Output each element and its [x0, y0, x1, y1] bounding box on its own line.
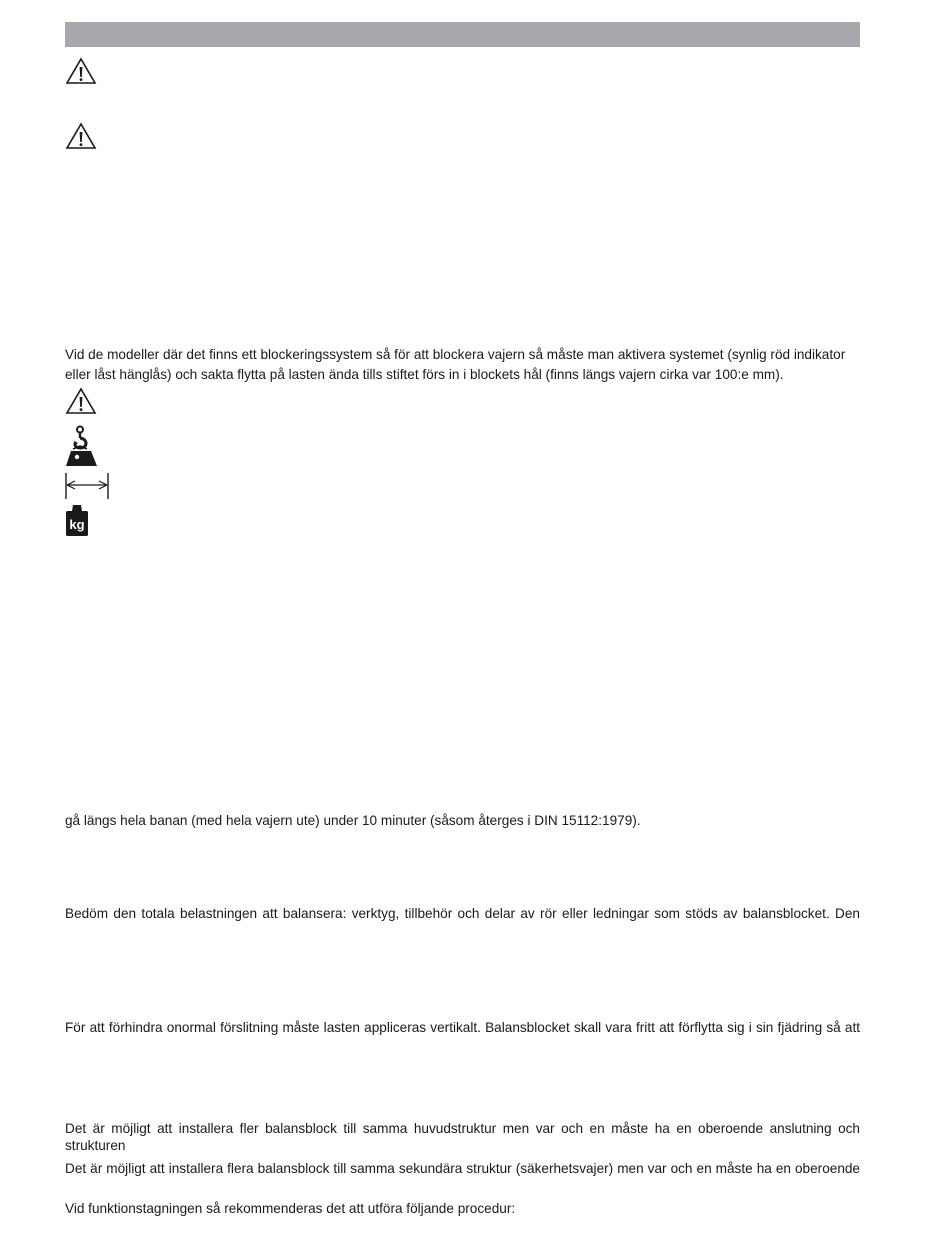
multiple-main-structure-line: Det är möjligt att installera fler balansblock till samma huvudstruktur men var och en måste ha en oberoende anslutning och strukturen: [65, 1121, 860, 1153]
load-assessment-line: Bedöm den totala belastningen att balansera: verktyg, tillbehör och delar av rör eller ledningar som stöds av balansblocket. Den: [65, 906, 860, 921]
weight-kg-icon: [65, 503, 89, 536]
warning-triangle-icon: [65, 387, 97, 415]
section-header-bar: [65, 22, 860, 47]
test-duration-line: gå längs hela banan (med hela vajern ute) under 10 minuter (såsom återges i DIN 15112:1979).: [65, 813, 641, 828]
warning-triangle-icon: [65, 122, 97, 150]
procedure-intro-line: Vid funktionstagningen så rekommenderas det att utföra följande procedur:: [65, 1201, 516, 1216]
width-arrow-icon: [64, 472, 110, 500]
multiple-secondary-structure-line: Det är möjligt att installera flera balansblock till samma sekundära struktur (säkerhetsvajer) men var och en måste ha en oberoende: [65, 1161, 860, 1176]
vertical-load-line: För att förhindra onormal förslitning måste lasten appliceras vertikalt. Balansblocket skall vara fritt att förflytta sig i sin fjädring så att: [65, 1020, 860, 1035]
blocking-system-line-1: Vid de modeller där det finns ett blockeringssystem så för att blockera vajern så måste man aktivera systemet (synlig röd indikator: [65, 347, 846, 362]
weight-kg-label: kg: [69, 517, 85, 532]
warning-triangle-icon: [65, 57, 97, 85]
hook-load-icon: [65, 425, 99, 467]
blocking-system-line-2: eller låst hänglås) och sakta flytta på lasten ända tills stiftet förs in i blockets hål (finns längs vajern cirka var 100:e mm).: [65, 367, 784, 382]
